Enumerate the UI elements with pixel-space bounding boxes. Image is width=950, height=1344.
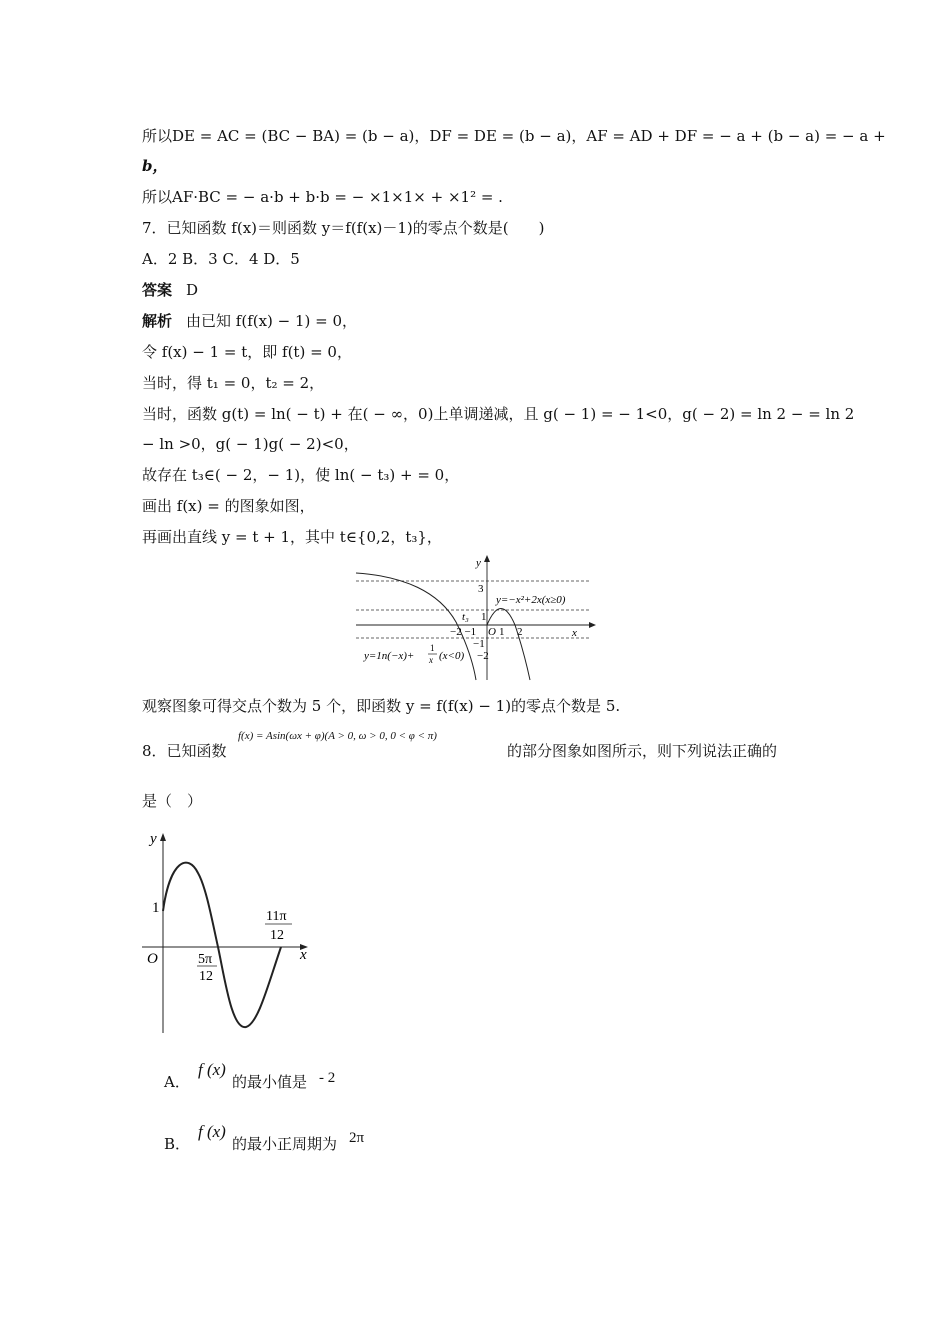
graph2-y-axis-arrow bbox=[160, 833, 166, 841]
function-graph-2 bbox=[140, 825, 320, 1040]
option-b-value: 2π bbox=[349, 1130, 365, 1146]
line-14: 再画出直线 y = t + 1，其中 t∈{0,2，t₃}， bbox=[142, 528, 442, 546]
graph1-x-tick-1: 1 bbox=[499, 626, 505, 638]
question-8 bbox=[142, 730, 778, 761]
graph2-y-label: y bbox=[150, 831, 157, 847]
graph1-left-condition: (x<0) bbox=[439, 650, 465, 662]
question-8-suffix: 的部分图象如图所示，则下列说法正确的 bbox=[507, 742, 778, 760]
graph2-tick1-den: 12 bbox=[199, 969, 213, 984]
graph2-tick1-num: 5π bbox=[198, 952, 213, 967]
line-1: 所以DE = AC = (BC − BA) = (b − a)，DF = DE = (b − a)，AF = AD + DF = − a + (b − a) = − a + bbox=[142, 127, 886, 145]
graph1-label-neg1: −1 bbox=[473, 638, 485, 650]
question-8-formula: f(x) = Asin(ωx + φ)(A > 0, ω > 0, 0 < φ < π) bbox=[238, 730, 437, 742]
option-a-letter: A． bbox=[164, 1073, 190, 1091]
graph1-left-function-label: y=1n(−x)+ bbox=[364, 650, 415, 662]
graph1-x-tick-labels: −2 −1 bbox=[450, 626, 477, 638]
option-a bbox=[164, 1060, 336, 1092]
graph1-x-tick-2: 2 bbox=[517, 626, 523, 638]
answer-label: 答案 bbox=[142, 281, 173, 299]
graph1-label-3: 3 bbox=[478, 583, 484, 595]
line-3: 所以AF·BC = − a·b + b·b = − ×1×1× + ×1² = . bbox=[142, 188, 503, 206]
line-10: 当时，函数 g(t) = ln( − t) + 在( − ∞，0)上单调递减，且 g( − 1) = − 1<0，g( − 2) = ln 2 − = ln 2 bbox=[142, 405, 855, 423]
function-graph-1 bbox=[354, 552, 600, 682]
question-7-options: A．2 B．3 C．4 D．5 bbox=[142, 250, 300, 268]
y-axis-arrow bbox=[484, 555, 490, 562]
graph1-y-label: y bbox=[476, 557, 481, 569]
graph1-left-fraction-num: 1 bbox=[430, 643, 435, 653]
line-15: 观察图象可得交点个数为 5 个，即函数 y = f(f(x) − 1)的零点个数是 5. bbox=[142, 697, 621, 715]
line-11: − ln >0，g( − 1)g( − 2)<0， bbox=[142, 435, 359, 453]
analysis-label: 解析 bbox=[142, 312, 173, 330]
option-a-fx: f (x) bbox=[198, 1060, 226, 1079]
graph1-label-1: 1 bbox=[481, 611, 487, 623]
answer-line bbox=[142, 280, 198, 300]
graph1-right-function-label: y=−x²+2x(x≥0) bbox=[496, 594, 566, 606]
line-12: 故存在 t₃∈( − 2，− 1)，使 ln( − t₃) + = 0， bbox=[142, 466, 460, 484]
graph1-origin: O bbox=[488, 626, 496, 638]
line-8: 令 f(x) − 1 = t，即 f(t) = 0， bbox=[142, 343, 352, 361]
analysis-text: 由已知 f(f(x) − 1) = 0， bbox=[186, 312, 358, 330]
line-13: 画出 f(x) = 的图象如图， bbox=[142, 497, 315, 515]
graph2-y-tick-1: 1 bbox=[152, 900, 160, 916]
graph1-label-neg2: −2 bbox=[477, 650, 489, 662]
option-a-value: - 2 bbox=[319, 1070, 336, 1086]
graph2-tick2-num: 11π bbox=[266, 909, 287, 924]
sine-curve bbox=[163, 863, 281, 1027]
graph2-x-label: x bbox=[300, 947, 307, 963]
graph1-label-t3: t₃ bbox=[462, 611, 469, 623]
line-2: b， bbox=[142, 157, 168, 175]
answer-value: D bbox=[186, 281, 199, 299]
right-branch-curve bbox=[487, 609, 530, 681]
analysis-line bbox=[142, 311, 357, 331]
graph1-x-label: x bbox=[572, 627, 577, 639]
option-b-letter: B． bbox=[164, 1135, 191, 1153]
option-b bbox=[164, 1122, 365, 1154]
option-b-fx: f (x) bbox=[198, 1122, 226, 1141]
graph2-origin: O bbox=[147, 951, 158, 967]
question-7: 7．已知函数 f(x)＝则函数 y＝f(f(x)－1)的零点个数是( ) bbox=[142, 219, 545, 237]
graph1-left-fraction-den: x bbox=[429, 655, 433, 665]
line-9: 当时，得 t₁ = 0，t₂ = 2， bbox=[142, 374, 325, 392]
option-a-text: 的最小值是 bbox=[232, 1073, 308, 1091]
question-8-line-2: 是（ ） bbox=[142, 792, 203, 810]
x-axis-arrow bbox=[589, 622, 596, 628]
option-b-text: 的最小正周期为 bbox=[232, 1135, 338, 1153]
graph2-tick2-den: 12 bbox=[270, 928, 284, 943]
question-8-prefix: 8．已知函数 bbox=[142, 742, 227, 760]
